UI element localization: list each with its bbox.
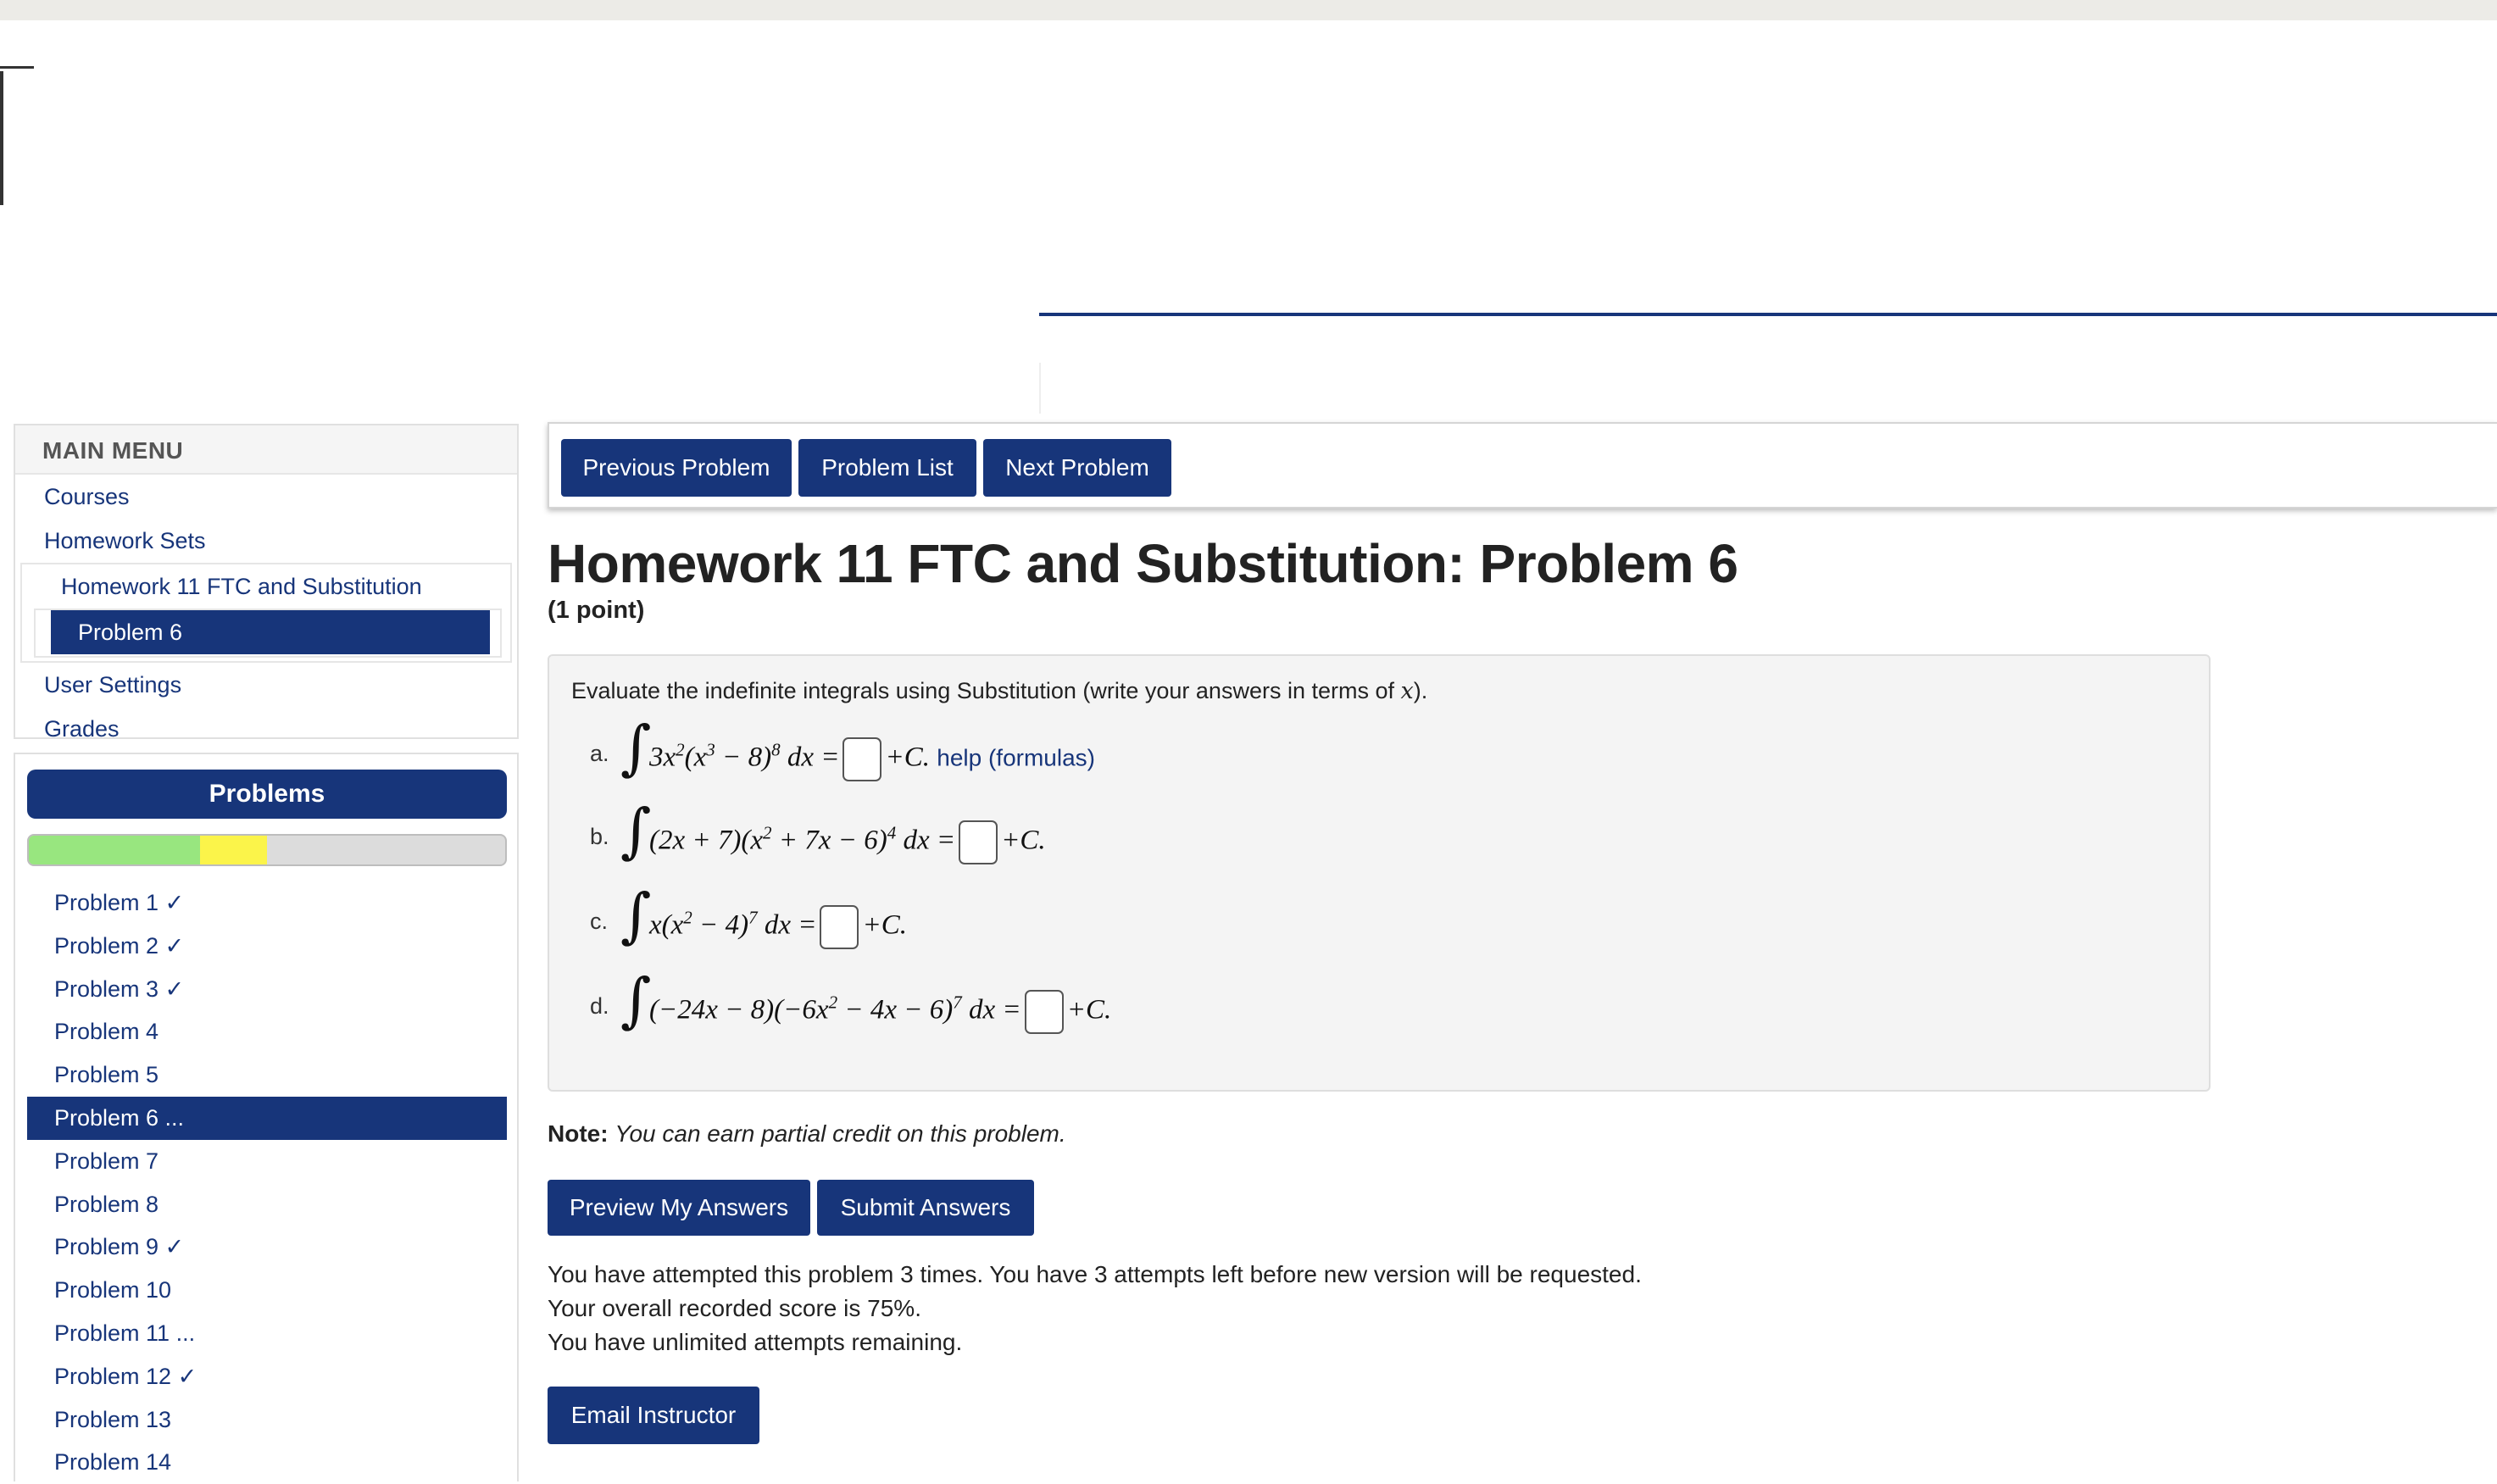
instructions-suffix: ).	[1413, 678, 1428, 703]
problem-list-item-7[interactable]: Problem 7	[54, 1148, 159, 1174]
part-b-constant: +C.	[1001, 825, 1046, 856]
problem-list-item-3[interactable]: Problem 3 ✓	[54, 975, 185, 1002]
problem-nav-bar	[548, 422, 2497, 509]
menu-grades-link[interactable]: Grades	[44, 716, 120, 742]
top-left-bar	[0, 71, 3, 205]
email-instructor-button[interactable]: Email Instructor	[548, 1387, 759, 1444]
part-a-expression	[649, 737, 1095, 781]
part-d-label: d.	[590, 993, 609, 1019]
part-d-power: 7	[953, 992, 962, 1013]
problem-list-item-10[interactable]: Problem 10	[54, 1277, 172, 1303]
menu-current-problem-wrap	[34, 609, 502, 658]
problem-list-item-5[interactable]: Problem 5	[54, 1062, 159, 1088]
part-c-dx: dx =	[757, 909, 817, 941]
part-b-answer-input[interactable]	[959, 820, 998, 864]
part-a-integral-sign: ∫	[620, 713, 652, 782]
part-c-rest: − 4)	[692, 909, 749, 941]
note-text: You can earn partial credit on this problem.	[615, 1120, 1066, 1147]
part-d-answer-input[interactable]	[1025, 990, 1064, 1034]
menu-current-set-group	[20, 563, 512, 663]
part-d-exponent-1: 2	[828, 992, 838, 1013]
part-c-constant: +C.	[862, 909, 908, 941]
unlimited-attempts-status: You have unlimited attempts remaining.	[548, 1329, 963, 1355]
score-status: Your overall recorded score is 75%.	[548, 1295, 921, 1321]
part-a-constant: +C.	[885, 742, 931, 773]
part-c-expression	[649, 905, 907, 949]
part-b-expression	[649, 820, 1046, 864]
part-a-power: 8	[771, 739, 781, 760]
problem-list-item-13[interactable]: Problem 13	[54, 1406, 172, 1432]
header-faint-rule	[1039, 363, 1041, 414]
part-d-expression	[649, 990, 1111, 1034]
attempts-status: You have attempted this problem 3 times. You have 3 attempts left before new version will be requested.	[548, 1261, 1642, 1287]
top-left-divider	[0, 66, 34, 69]
problem-list-item-6-active[interactable]: Problem 6 ...	[27, 1097, 507, 1140]
part-a-exponent-2: 3	[706, 739, 715, 760]
preview-answers-button[interactable]: Preview My Answers	[548, 1180, 810, 1236]
problems-panel	[14, 753, 519, 1481]
problem-list-item-2[interactable]: Problem 2 ✓	[54, 932, 185, 959]
header-rule	[1039, 313, 2497, 316]
menu-current-problem-link[interactable]: Problem 6	[51, 610, 490, 654]
previous-problem-button[interactable]: Previous Problem	[561, 439, 792, 497]
instructions-variable: x	[1400, 678, 1414, 704]
problem-points: (1 point)	[548, 597, 645, 624]
part-a-term: 3x	[649, 742, 676, 773]
menu-courses-link[interactable]: Courses	[44, 484, 130, 509]
part-b-power: 4	[887, 822, 897, 843]
next-problem-button[interactable]: Next Problem	[983, 439, 1171, 497]
problem-list-item-9[interactable]: Problem 9 ✓	[54, 1234, 185, 1260]
part-a-inner: (x	[684, 742, 707, 773]
part-b-dx: dx =	[896, 825, 956, 856]
part-c-label: c.	[590, 909, 609, 934]
progress-partial-segment	[200, 836, 267, 864]
help-formulas-link[interactable]: help (formulas)	[937, 744, 1095, 771]
part-c-exponent-1: 2	[683, 907, 692, 928]
problem-body	[548, 654, 2211, 1092]
submit-answers-button[interactable]: Submit Answers	[817, 1180, 1034, 1236]
part-d-dx: dx =	[961, 994, 1021, 1025]
note-label: Note:	[548, 1120, 609, 1147]
part-c-term: x(x	[649, 909, 684, 941]
main-menu-header: MAIN MENU	[15, 425, 517, 475]
part-a-rest: − 8)	[715, 742, 772, 773]
problem-list	[27, 881, 507, 1484]
problems-progress-bar	[27, 834, 507, 866]
part-c-answer-input[interactable]	[820, 905, 859, 949]
problem-instructions	[571, 678, 1427, 704]
menu-homework-sets-link[interactable]: Homework Sets	[44, 528, 206, 553]
main-menu	[14, 424, 519, 742]
page-title: Homework 11 FTC and Substitution: Problem 6	[548, 533, 1738, 594]
browser-top-strip	[0, 0, 2497, 20]
problem-list-item-11[interactable]: Problem 11 ...	[54, 1320, 196, 1346]
part-d-integral-sign: ∫	[620, 965, 652, 1035]
part-d-term: (−24x − 8)(−6x	[649, 994, 829, 1025]
part-c-integral-sign: ∫	[620, 881, 652, 950]
menu-user-settings-link[interactable]: User Settings	[44, 672, 182, 698]
part-d-rest: − 4x − 6)	[837, 994, 954, 1025]
menu-current-set-link[interactable]: Homework 11 FTC and Substitution	[61, 574, 422, 599]
problem-list-item-1[interactable]: Problem 1 ✓	[54, 890, 185, 915]
instructions-prefix: Evaluate the indefinite integrals using Substitution (write your answers in terms of	[571, 678, 1401, 703]
part-d-constant: +C.	[1066, 994, 1112, 1025]
part-b-term: (2x + 7)(x	[649, 825, 764, 856]
problem-list-item-8[interactable]: Problem 8	[54, 1191, 159, 1217]
part-a-answer-input[interactable]	[843, 737, 881, 781]
part-b-label: b.	[590, 824, 609, 849]
problem-list-item-4[interactable]: Problem 4	[54, 1019, 159, 1045]
problems-header: Problems	[27, 770, 507, 819]
part-a-exponent-1: 2	[676, 739, 685, 760]
problem-list-item-14[interactable]: Problem 14	[54, 1449, 172, 1476]
part-a-label: a.	[590, 741, 609, 766]
problem-list-item-12[interactable]: Problem 12 ✓	[54, 1363, 197, 1389]
part-c-power: 7	[748, 907, 758, 928]
part-a-dx: dx =	[780, 742, 840, 773]
problem-list-button[interactable]: Problem List	[798, 439, 976, 497]
partial-credit-note	[548, 1120, 1066, 1148]
part-b-rest: + 7x − 6)	[771, 825, 887, 856]
top-blank-area	[37, 20, 2497, 419]
part-b-exponent-1: 2	[763, 822, 772, 843]
part-b-integral-sign: ∫	[620, 796, 652, 865]
progress-correct-segment	[29, 836, 200, 864]
